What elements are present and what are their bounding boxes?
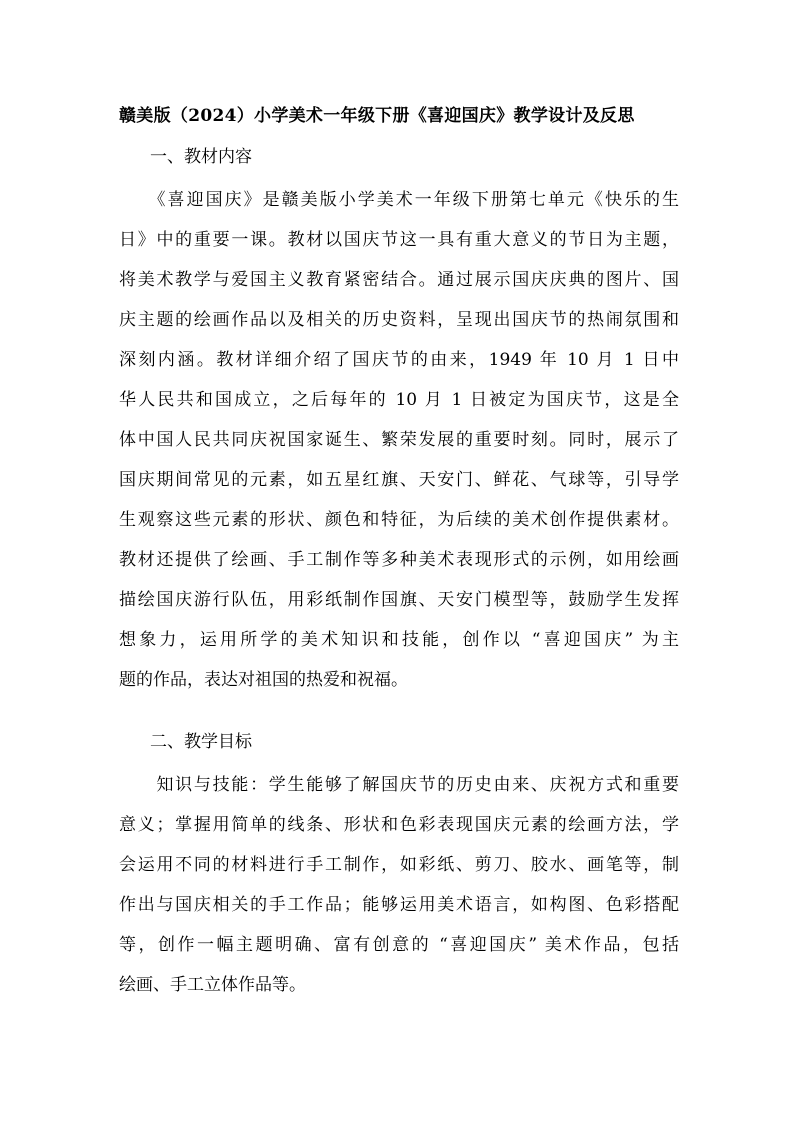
- paragraph-line: 生观察这些元素的形状、颜色和特征，为后续的美术创作提供素材。: [119, 510, 679, 530]
- paragraph-line: 意义；掌握用简单的线条、形状和色彩表现国庆元素的绘画方法，学: [119, 815, 679, 835]
- paragraph-line: 想象力，运用所学的美术知识和技能，创作以 “喜迎国庆” 为主: [119, 630, 679, 650]
- section-body-teaching-goals: [119, 765, 679, 1005]
- paragraph-line: 知识与技能：学生能够了解国庆节的历史由来、庆祝方式和重要: [119, 775, 679, 795]
- paragraph-line: 作出与国庆相关的手工作品；能够运用美术语言，如构图、色彩搭配: [119, 895, 679, 915]
- paragraph-line: 教材还提供了绘画、手工制作等多种美术表现形式的示例，如用绘画: [119, 550, 679, 570]
- paragraph-line: 体中国人民共同庆祝国家诞生、繁荣发展的重要时刻。同时，展示了: [119, 430, 679, 450]
- paragraph-line: 描绘国庆游行队伍，用彩纸制作国旗、天安门模型等，鼓励学生发挥: [119, 590, 679, 610]
- paragraph-line: 《喜迎国庆》是赣美版小学美术一年级下册第七单元《快乐的生: [119, 190, 679, 210]
- paragraph-line: 华人民共和国成立，之后每年的 10 月 1 日被定为国庆节，这是全: [119, 390, 679, 410]
- paragraph-line: 会运用不同的材料进行手工制作，如彩纸、剪刀、胶水、画笔等，制: [119, 855, 679, 875]
- paragraph-line: 绘画、手工立体作品等。: [119, 975, 306, 995]
- section-heading-textbook-content: 一、教材内容: [150, 147, 252, 167]
- section-body-textbook-content: [119, 180, 679, 700]
- paragraph-line: 日》中的重要一课。教材以国庆节这一具有重大意义的节日为主题，: [119, 230, 679, 250]
- paragraph-line: 庆主题的绘画作品以及相关的历史资料，呈现出国庆节的热闹氛围和: [119, 310, 679, 330]
- section-heading-teaching-goals: 二、教学目标: [150, 732, 252, 752]
- paragraph-line: 深刻内涵。教材详细介绍了国庆节的由来，1949 年 10 月 1 日中: [119, 350, 679, 370]
- paragraph-line: 题的作品，表达对祖国的热爱和祝福。: [119, 670, 408, 690]
- paragraph-line: 国庆期间常见的元素，如五星红旗、天安门、鲜花、气球等，引导学: [119, 470, 679, 490]
- paragraph-line: 将美术教学与爱国主义教育紧密结合。通过展示国庆庆典的图片、国: [119, 270, 679, 290]
- document-title: 赣美版（2024）小学美术一年级下册《喜迎国庆》教学设计及反思: [119, 106, 635, 126]
- paragraph-line: 等，创作一幅主题明确、富有创意的 “喜迎国庆” 美术作品，包括: [119, 935, 679, 955]
